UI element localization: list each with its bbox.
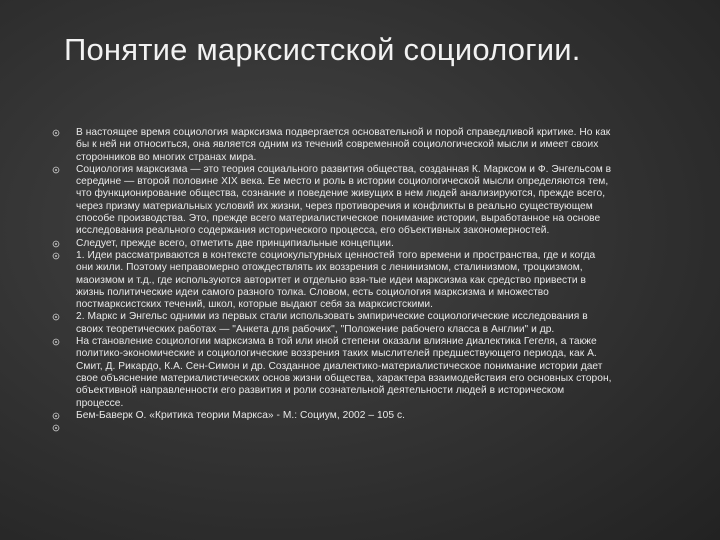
bullet-item [52, 250, 612, 311]
slide-title: Понятие марксистской социологии. [64, 32, 581, 67]
target-bullet-icon [52, 252, 60, 260]
bullet-text: Бем-Баверк О. «Критика теории Маркса» - М.: Социум, 2002 – 105 с. [76, 409, 405, 421]
bullet-text [76, 422, 612, 434]
target-bullet-icon [52, 338, 60, 346]
bullet-text: Следует, прежде всего, отметить две принципиальные концепции. [76, 237, 394, 249]
target-bullet-icon [52, 412, 60, 420]
bullet-item [52, 311, 612, 336]
bullet-item [52, 336, 612, 410]
target-bullet-icon [52, 313, 60, 321]
bullet-text: 1. Идеи рассматриваются в контексте социокультурных ценностей того времени и пространства, где и когда они жили. Поэтому неправомерно отождествлять их воззрения с ленинизмом, сталинизмом, троцкизмом, маоизмом и т.д., где используются авторитет и отдельно взя-тые идеи марксизма как средство привести в жизнь политические идеи самого разного толка. Словом, есть социология марксизма и множество постмарксистских течений, школ, которые выдают себя за марксистскими. [76, 249, 596, 311]
bullet-item [52, 164, 612, 238]
bullet-item [52, 238, 612, 250]
bullet-text: На становление социологии марксизма в той или иной степени оказали влияние диалектика Гегеля, а также политико-экономические и социологические воззрения таких мыслителей предшествующего периода, как А. Смит, Д. Рикардо, К.А. Сен-Симон и др. Созданное диалектико-материалистическое понимание истории дает свое объяснение материалистических основ жизни общества, характера взаимодействия его основных сторон, объективной направленности его развития и роли сознательной деятельности людей в историческом процессе. [76, 336, 612, 409]
bullet-item [52, 410, 612, 422]
bullet-text: Социология марксизма — это теория социального развития общества, созданная К. Марксом и Ф. Энгельсом в середине — второй половине XIX века. Ее место и роль в истории социологической мысли определяются тем, что функционирование общества, сознание и поведение живущих в нем людей анализируются, прежде всего, через призму материальных условий их жизни, через противоречия и конфликты в реально существующем способе производства. Это, прежде всего материалистическое понимание истории, выработанное на основе исследования реального содержания исторического процесса, его объективных закономерностей. [76, 163, 612, 237]
target-bullet-icon [52, 129, 60, 137]
target-bullet-icon [52, 240, 60, 248]
bullet-item [52, 127, 612, 164]
target-bullet-icon [52, 424, 60, 432]
bullet-text: В настоящее время социология марксизма подвергается основательной и порой справедливой критике. Но как бы к ней ни относиться, она является одним из течений современной социологической мысли и имеет своих сторонников во многих странах мира. [76, 127, 611, 163]
bullet-list [52, 127, 612, 434]
bullet-item [52, 422, 612, 434]
bullet-text: 2. Маркс и Энгельс одними из первых стали использовать эмпирические социологические исследования в своих теоретических работах — "Анкета для рабочих", "Положение рабочего класса в Англии" и др. [76, 311, 588, 335]
target-bullet-icon [52, 166, 60, 174]
